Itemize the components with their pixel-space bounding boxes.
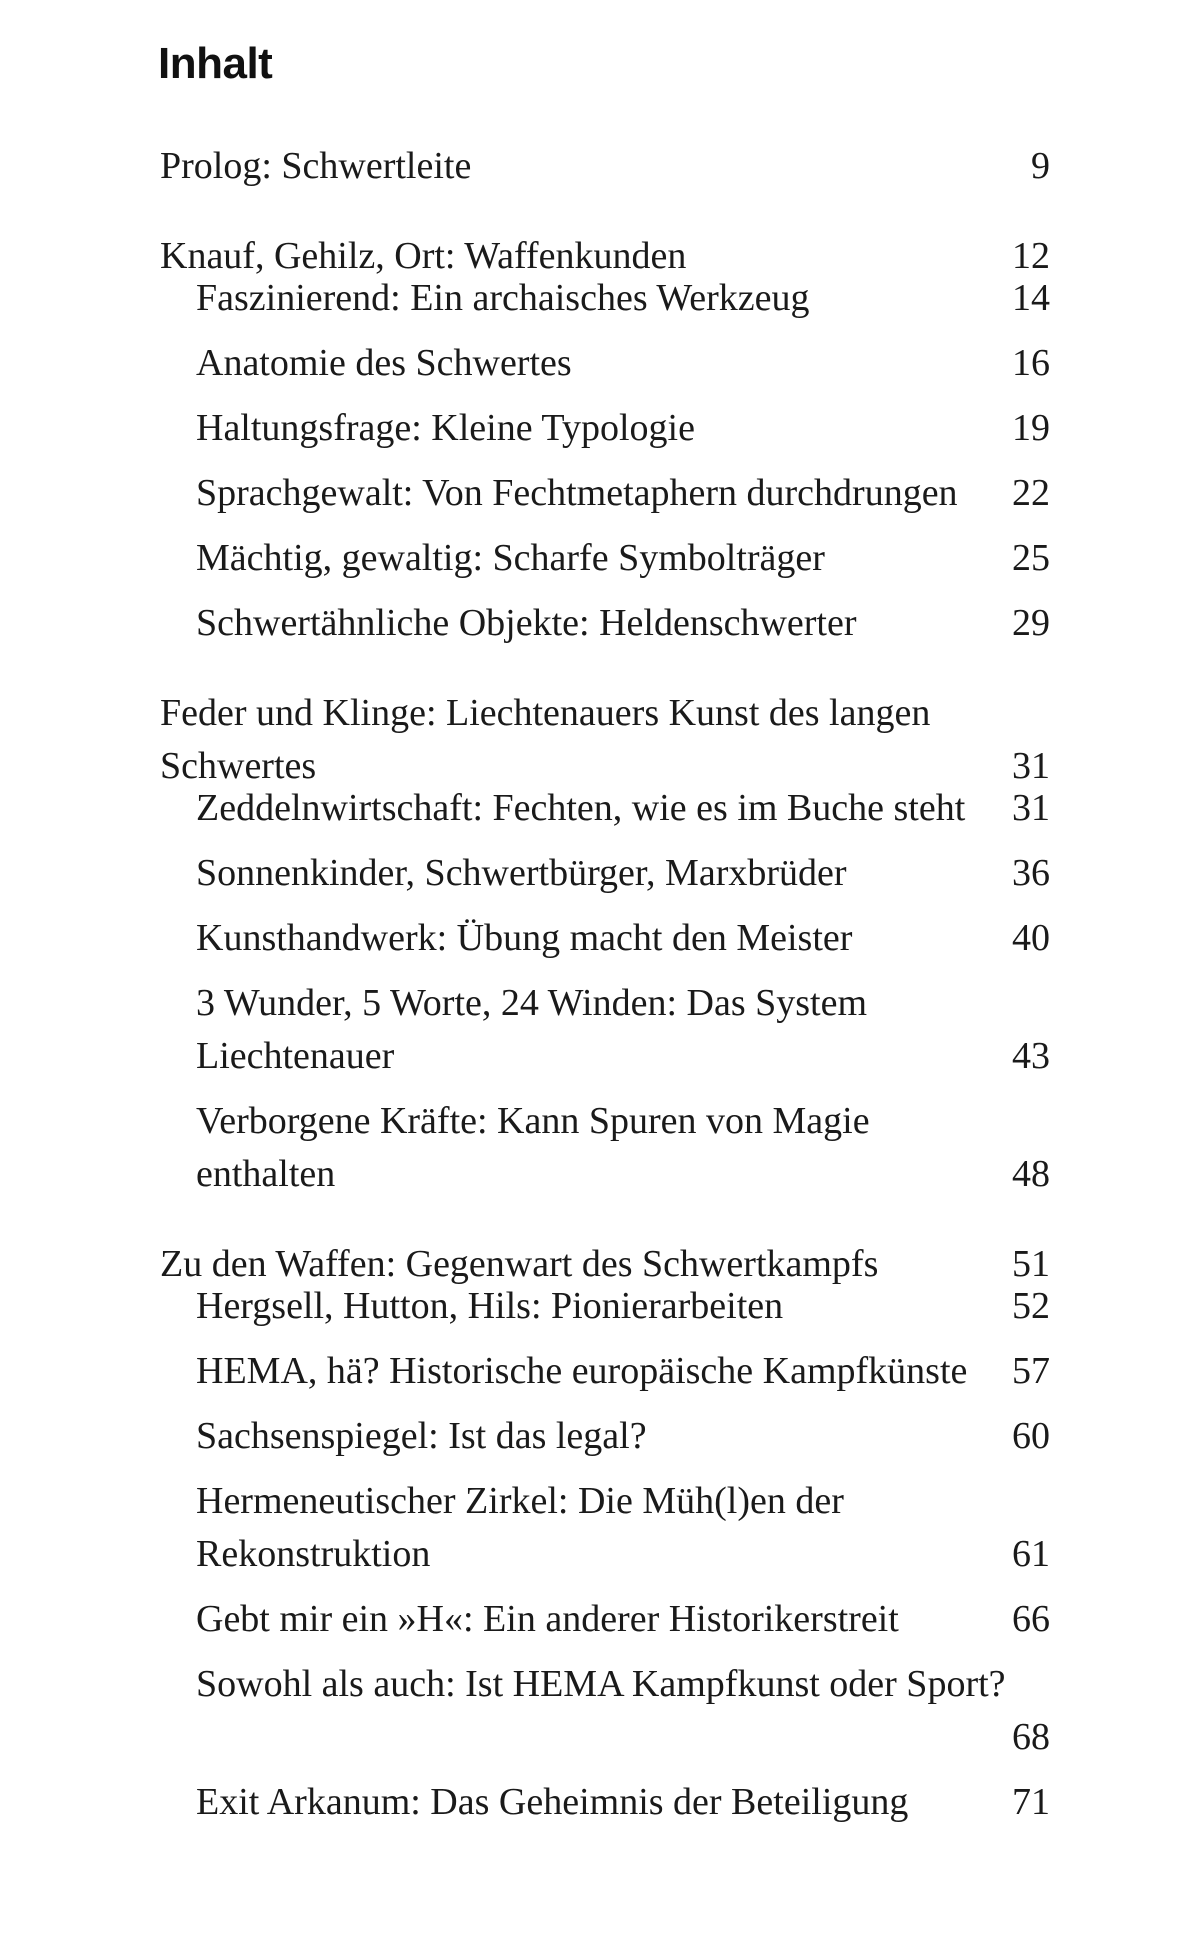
toc-entry-line: enthalten <box>196 1153 336 1195</box>
toc-entry <box>196 1345 1050 1398</box>
toc-entry-page-number: 57 <box>1012 1350 1050 1392</box>
toc-entry-line: Sachsenspiegel: Ist das legal? <box>196 1415 647 1457</box>
toc-entry-line: Faszinierend: Ein archaisches Werkzeug <box>196 277 810 319</box>
toc-entry-title <box>160 140 471 193</box>
toc-entry-line: 3 Wunder, 5 Worte, 24 Winden: Das System <box>196 982 868 1024</box>
toc-entry-page-number: 36 <box>1012 852 1050 894</box>
toc-entry-page-number: 68 <box>1012 1716 1050 1758</box>
toc-entry-title <box>196 782 965 835</box>
toc-entry-line: Rekonstruktion <box>196 1533 431 1575</box>
toc-entry-title <box>196 337 572 390</box>
toc-entry-page-number: 25 <box>1012 537 1050 579</box>
toc-entry-title <box>196 1475 844 1581</box>
toc-entry-title <box>196 1658 1006 1711</box>
toc-entry-page-number: 60 <box>1012 1415 1050 1457</box>
toc-entry-line: Schwertähnliche Objekte: Heldenschwerter <box>196 602 857 644</box>
toc-entry-page-number: 29 <box>1012 602 1050 644</box>
toc-entry-line: Prolog: Schwertleite <box>160 145 472 187</box>
toc-entry-page-number: 61 <box>1012 1533 1050 1575</box>
toc-entry-line: Sprachgewalt: Von Fechtmetaphern durchdrungen <box>196 472 958 514</box>
toc-entry-page-number: 52 <box>1012 1285 1050 1327</box>
toc-entry-page-number: 71 <box>1012 1781 1050 1823</box>
toc-entry <box>160 140 1050 193</box>
toc-entry-title <box>196 272 810 325</box>
toc-entry <box>196 1776 1050 1829</box>
toc-entry-line: Gebt mir ein »H«: Ein anderer Historikerstreit <box>196 1598 899 1640</box>
toc-entry-page-number: 19 <box>1012 407 1050 449</box>
toc-heading: Inhalt <box>158 39 273 88</box>
toc-entry <box>196 272 1050 325</box>
toc-entry-page-number: 22 <box>1012 472 1050 514</box>
toc-entry-page-number: 51 <box>1012 1243 1050 1285</box>
toc-entry-page-number: 16 <box>1012 342 1050 384</box>
toc-entry-title <box>196 847 847 900</box>
toc-entry <box>196 1095 1050 1201</box>
toc-entry-line: Hergsell, Hutton, Hils: Pionierarbeiten <box>196 1285 784 1327</box>
toc-entry-page-number: 48 <box>1012 1153 1050 1195</box>
toc-entry-page-number: 66 <box>1012 1598 1050 1640</box>
toc-entry-line: Hermeneutischer Zirkel: Die Müh(l)en der <box>196 1480 844 1522</box>
toc-entry <box>196 912 1050 965</box>
toc-entry <box>196 1410 1050 1463</box>
toc-entry-title <box>196 1280 783 1333</box>
toc-entry <box>160 687 1050 793</box>
toc-entry-line: Haltungsfrage: Kleine Typologie <box>196 407 695 449</box>
toc-entry-line: Zeddelnwirtschaft: Fechten, wie es im Buche steht <box>196 787 966 829</box>
toc-entry-line: Verborgene Kräfte: Kann Spuren von Magie <box>196 1100 870 1142</box>
toc-entry-line: Exit Arkanum: Das Geheimnis der Beteiligung <box>196 1781 909 1823</box>
toc-entry-title <box>196 1345 967 1398</box>
toc-entry-title <box>196 597 857 650</box>
toc-entry <box>196 337 1050 390</box>
toc-entry-line: Kunsthandwerk: Übung macht den Meister <box>196 917 853 959</box>
toc-entry-line: HEMA, hä? Historische europäische Kampfkünste <box>196 1350 968 1392</box>
toc-entry <box>196 1593 1050 1646</box>
toc-entry-page-number: 14 <box>1012 277 1050 319</box>
toc-entry <box>196 467 1050 520</box>
toc-entry <box>196 1280 1050 1333</box>
toc-entry-title <box>160 687 930 793</box>
toc-entry-title <box>196 532 825 585</box>
toc-entry-line: Anatomie des Schwertes <box>196 342 572 384</box>
toc-entry-line: Knauf, Gehilz, Ort: Waffenkunden <box>160 235 687 277</box>
toc-entry <box>196 1658 1050 1764</box>
toc-entry-page-number: 12 <box>1012 235 1050 277</box>
toc-entry-line: Feder und Klinge: Liechtenauers Kunst des langen <box>160 692 931 734</box>
toc-entry <box>196 402 1050 455</box>
toc-entry-title <box>196 1776 908 1829</box>
toc-entry <box>196 597 1050 650</box>
toc-entry-page-number: 9 <box>1031 145 1050 187</box>
toc-entry-title <box>196 977 867 1083</box>
toc-entry-line: Sonnenkinder, Schwertbürger, Marxbrüder <box>196 852 847 894</box>
toc-entry-title <box>196 1410 647 1463</box>
toc-entry-title <box>196 1095 870 1201</box>
toc-entry-title <box>196 912 852 965</box>
toc-entry-line: Sowohl als auch: Ist HEMA Kampfkunst oder Sport? <box>196 1663 1006 1705</box>
toc-entry <box>196 847 1050 900</box>
toc-entry <box>196 782 1050 835</box>
toc-entry-page-number: 43 <box>1012 1035 1050 1077</box>
toc-entry-line: Mächtig, gewaltig: Scharfe Symbolträger <box>196 537 825 579</box>
toc-entry-line: Zu den Waffen: Gegenwart des Schwertkampfs <box>160 1243 879 1285</box>
toc-entry-page-number: 31 <box>1012 787 1050 829</box>
toc-entry-page-number: 40 <box>1012 917 1050 959</box>
toc-entry-page-number: 31 <box>1012 745 1050 787</box>
toc-entry-line: Schwertes <box>160 745 317 787</box>
toc-entry <box>196 1475 1050 1581</box>
toc-entry-title <box>196 467 958 520</box>
toc-entry-title <box>196 1593 899 1646</box>
toc-entry-line: Liechtenauer <box>196 1035 395 1077</box>
toc-entry <box>196 532 1050 585</box>
toc-entry-title <box>196 402 695 455</box>
toc-entry <box>196 977 1050 1083</box>
